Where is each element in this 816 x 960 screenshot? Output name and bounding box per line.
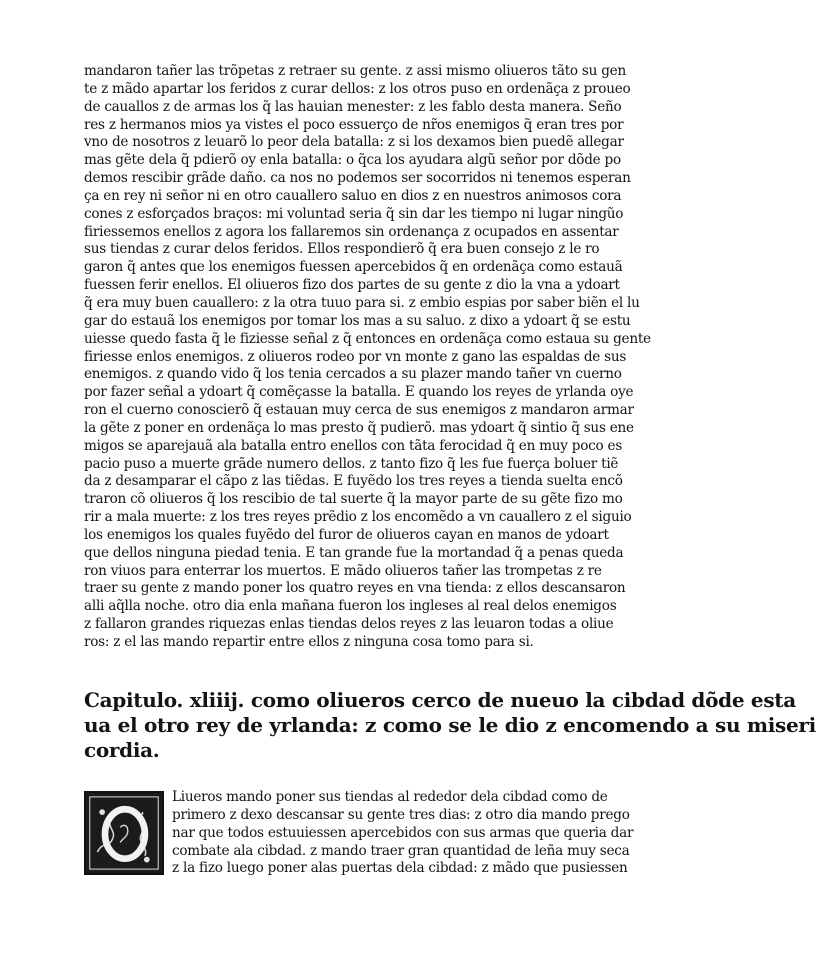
decorated-initial-O-icon: [84, 791, 164, 875]
text-line: enemigos. z quando vido q̃ los tenia cercados a su plazer mando tañer vn cuerno: [84, 366, 622, 383]
text-line: combate ala cibdad. z mando traer gran quantidad de leña muy seca: [172, 842, 630, 859]
text-line: demos rescibir grãde daño. ca nos no podemos ser socorridos ni tenemos esperan: [84, 170, 631, 187]
text-line: Liueros mando poner sus tiendas al rededor dela cibdad como de: [172, 789, 608, 805]
text-line: q̃ era muy buen cauallero: z la otra tuuo para si. z embio espias por saber biẽn el lu: [84, 294, 640, 311]
text-line: firiesse enlos enemigos. z oliueros rodeo por vn monte z gano las espaldas de sus: [84, 348, 627, 365]
text-line: da z desamparar el cãpo z las tiẽdas. E fuyẽdo los tres reyes a tienda suelta encõ: [84, 473, 623, 490]
text-line: ça en rey ni señor ni en otro cauallero saluo en dios z en nuestros animosos cora: [84, 187, 622, 204]
text-line: de cauallos z de armas los q̃ las hauian menester: z les fablo desta manera. Seño: [84, 98, 622, 115]
text-line: traron cõ oliueros q̃ los rescibio de tal suerte q̃ la mayor parte de su gẽte fizo mo: [84, 491, 623, 508]
text-line: sus tiendas z curar delos feridos. Ellos respondierõ q̃ era buen consejo z le ro: [84, 241, 600, 258]
text-line: cones z esforçados braços: mi voluntad seria q̃ sin dar les tiempo ni lugar ningũo: [84, 205, 624, 222]
text-line: migos se aparejauã ala batalla entro enellos con tãta ferocidad q̃ en muy poco es: [84, 437, 623, 454]
text-line: por fazer señal a ydoart q̃ comẽçasse la batalla. E quando los reyes de yrlanda oye: [84, 384, 634, 401]
text-line: rir a mala muerte: z los tres reyes prẽdio z los encomẽdo a vn cauallero z el siguio: [84, 509, 632, 526]
heading-line: cordia.: [84, 738, 160, 762]
heading-line: ua el otro rey de yrlanda: z como se le dio z encomendo a su miseri: [84, 713, 816, 737]
text-line: te z mãdo apartar los feridos z curar dellos: z los otros puso en ordenãça z proueo: [84, 80, 631, 97]
text-line: ros: z el las mando repartir entre ellos z ninguna cosa tomo para si.: [84, 634, 534, 650]
text-line: los enemigos los quales fuyẽdo del furor de oliueros cayan en manos de ydoart: [84, 526, 609, 543]
text-line: alli aq̃lla noche. otro dia enla mañana fueron los ingleses al real delos enemigos: [84, 598, 617, 615]
paragraph-2: [84, 789, 640, 878]
text-line: z la fizo luego poner alas puertas dela cibdad: z mãdo que pusiessen: [172, 860, 628, 877]
text-line: traer su gente z mando poner los quatro reyes en vna tienda: z ellos descansaron: [84, 580, 626, 597]
text-line: primero z dexo descansar su gente tres dias: z otro dia mando prego: [172, 806, 630, 823]
text-line: mandaron tañer las trõpetas z retraer su gente. z assi mismo oliueros tãto su gen: [84, 63, 626, 79]
text-line: garon q̃ antes que los enemigos fuessen apercebidos q̃ en ordenãça como estauã: [84, 259, 623, 276]
heading-line: Capitulo. xliiij. como oliueros cerco de nueuo la cibdad dõde esta: [84, 688, 796, 712]
text-line: vno de nosotros z leuarõ lo peor dela batalla: z si los dexamos bien puedẽ allegar: [84, 134, 624, 151]
text-line: mas gẽte dela q̃ pdierõ oy enla batalla: o q̃ca los ayudara algũ señor por dõde po: [84, 152, 621, 169]
text-line: nar que todos estuuiessen apercebidos con sus armas que queria dar: [172, 824, 634, 841]
text-line: que dellos ninguna piedad tenia. E tan grande fue la mortandad q̃ a penas queda: [84, 544, 624, 561]
text-line: ron viuos para enterrar los muertos. E mãdo oliueros tañer las trompetas z re: [84, 562, 602, 579]
text-line: res z hermanos mios ya vistes el poco essuerço de nr̃os enemigos q̃ eran tres por: [84, 116, 624, 133]
paragraph-1: [84, 63, 651, 652]
text-line: z fallaron grandes riquezas enlas tiendas delos reyes z las leuaron todas a oliue: [84, 616, 614, 633]
text-line: gar do estauã los enemigos por tomar los mas a su saluo. z dixo a ydoart q̃ se estu: [84, 312, 631, 329]
text-line: firiessemos enellos z agora los fallaremos sin ordenança z ocupados en assentar: [84, 223, 619, 240]
text-line: pacio puso a muerte grãde numero dellos. z tanto fizo q̃ les fue fuerça boluer tiẽ: [84, 455, 619, 472]
text-line: la gẽte z poner en ordenãça lo mas presto q̃ pudierõ. mas ydoart q̃ sintio q̃ sus ene: [84, 419, 634, 436]
text-line: uiesse quedo fasta q̃ le fiziesse señal z q̃ entonces en ordenãça como estaua su gente: [84, 330, 651, 347]
text-line: ron el cuerno conoscierõ q̃ estauan muy cerca de sus enemigos z mandaron armar: [84, 402, 634, 419]
chapter-heading: [84, 688, 816, 763]
text-line: fuessen ferir enellos. El oliueros fizo dos partes de su gente z dio la vna a ydoart: [84, 277, 620, 294]
